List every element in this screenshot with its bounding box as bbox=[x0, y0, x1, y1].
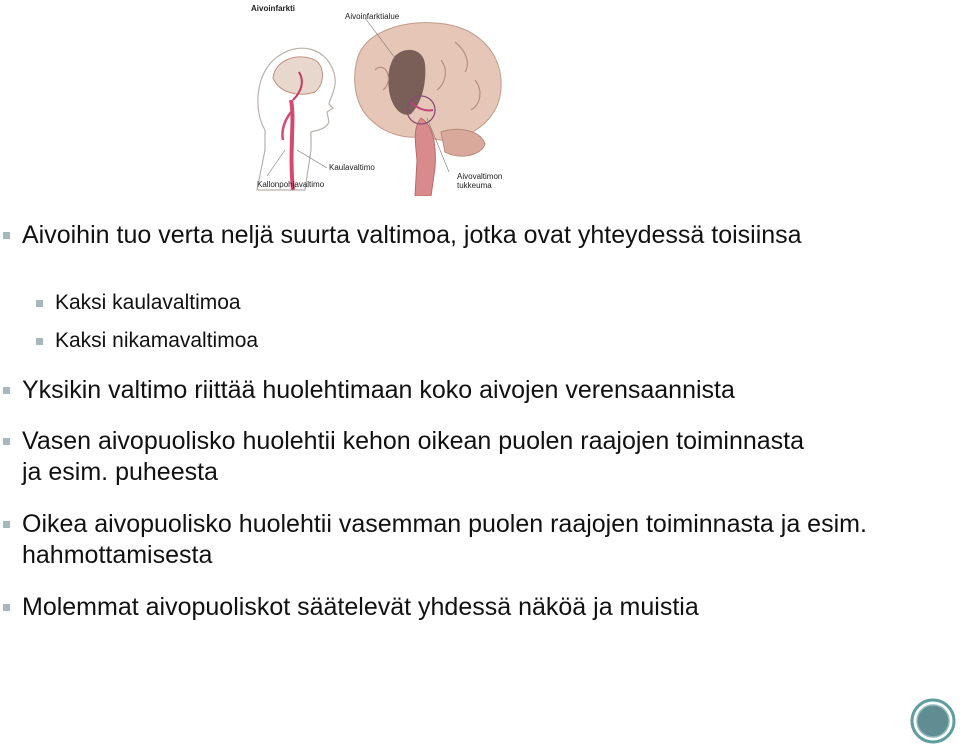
bullet-text: Kaksi nikamavaltimoa bbox=[55, 329, 259, 352]
carotid-branch bbox=[282, 112, 291, 140]
sub-bullet-item bbox=[55, 290, 935, 316]
blockage-label-line1: Aivovaltimon bbox=[457, 172, 503, 181]
carotid-label: Kaulavaltimo bbox=[329, 163, 375, 172]
bullet-item bbox=[22, 509, 952, 571]
sub-bullet-item bbox=[55, 328, 935, 354]
bullet-text: Yksikin valtimo riittää huolehtimaan koko aivojen verensaannista bbox=[22, 376, 735, 404]
bullet-marker bbox=[3, 604, 10, 611]
basilar-label: Kallonpohjavaltimo bbox=[257, 180, 325, 189]
bullet-text: Molemmat aivopuoliskot säätelevät yhdessä näköä ja muistia bbox=[22, 593, 699, 621]
bullet-marker bbox=[3, 387, 10, 394]
bullet-text: Oikea aivopuolisko huolehtii vasemman puolen raajojen toiminnasta ja esim. hahmottamisesta bbox=[22, 510, 867, 569]
blockage-label-line2: tukkeuma bbox=[457, 181, 492, 190]
bullet-text: Vasen aivopuolisko huolehtii kehon oikean puolen raajojen toiminnasta ja esim. puheesta bbox=[22, 427, 805, 486]
bullet-marker bbox=[3, 232, 10, 239]
bullet-item bbox=[22, 426, 822, 488]
infarction-area-label: Aivoinfarktialue bbox=[345, 12, 400, 21]
bullet-marker bbox=[36, 338, 43, 345]
bullet-item bbox=[22, 375, 952, 406]
bullet-item bbox=[22, 592, 952, 623]
bullet-marker bbox=[3, 438, 10, 445]
bullet-marker bbox=[3, 521, 10, 528]
cerebellum bbox=[441, 129, 485, 156]
nav-circle-svg bbox=[910, 698, 956, 744]
brain-illustration-svg bbox=[245, 0, 515, 196]
bullet-item bbox=[22, 220, 952, 251]
bullet-text: Kaksi kaulavaltimoa bbox=[55, 291, 241, 314]
bullet-text: Aivoihin tuo verta neljä suurta valtimoa, jotka ovat yhteydessä toisiinsa bbox=[22, 221, 802, 249]
bullet-marker bbox=[36, 300, 43, 307]
basilar-leader bbox=[267, 150, 285, 176]
head-brain bbox=[273, 57, 323, 94]
next-slide-circle-icon[interactable] bbox=[910, 698, 956, 744]
brain-infarction-illustration bbox=[245, 0, 515, 196]
figure-title: Aivoinfarkti bbox=[251, 4, 296, 13]
carotid-leader bbox=[297, 150, 327, 168]
